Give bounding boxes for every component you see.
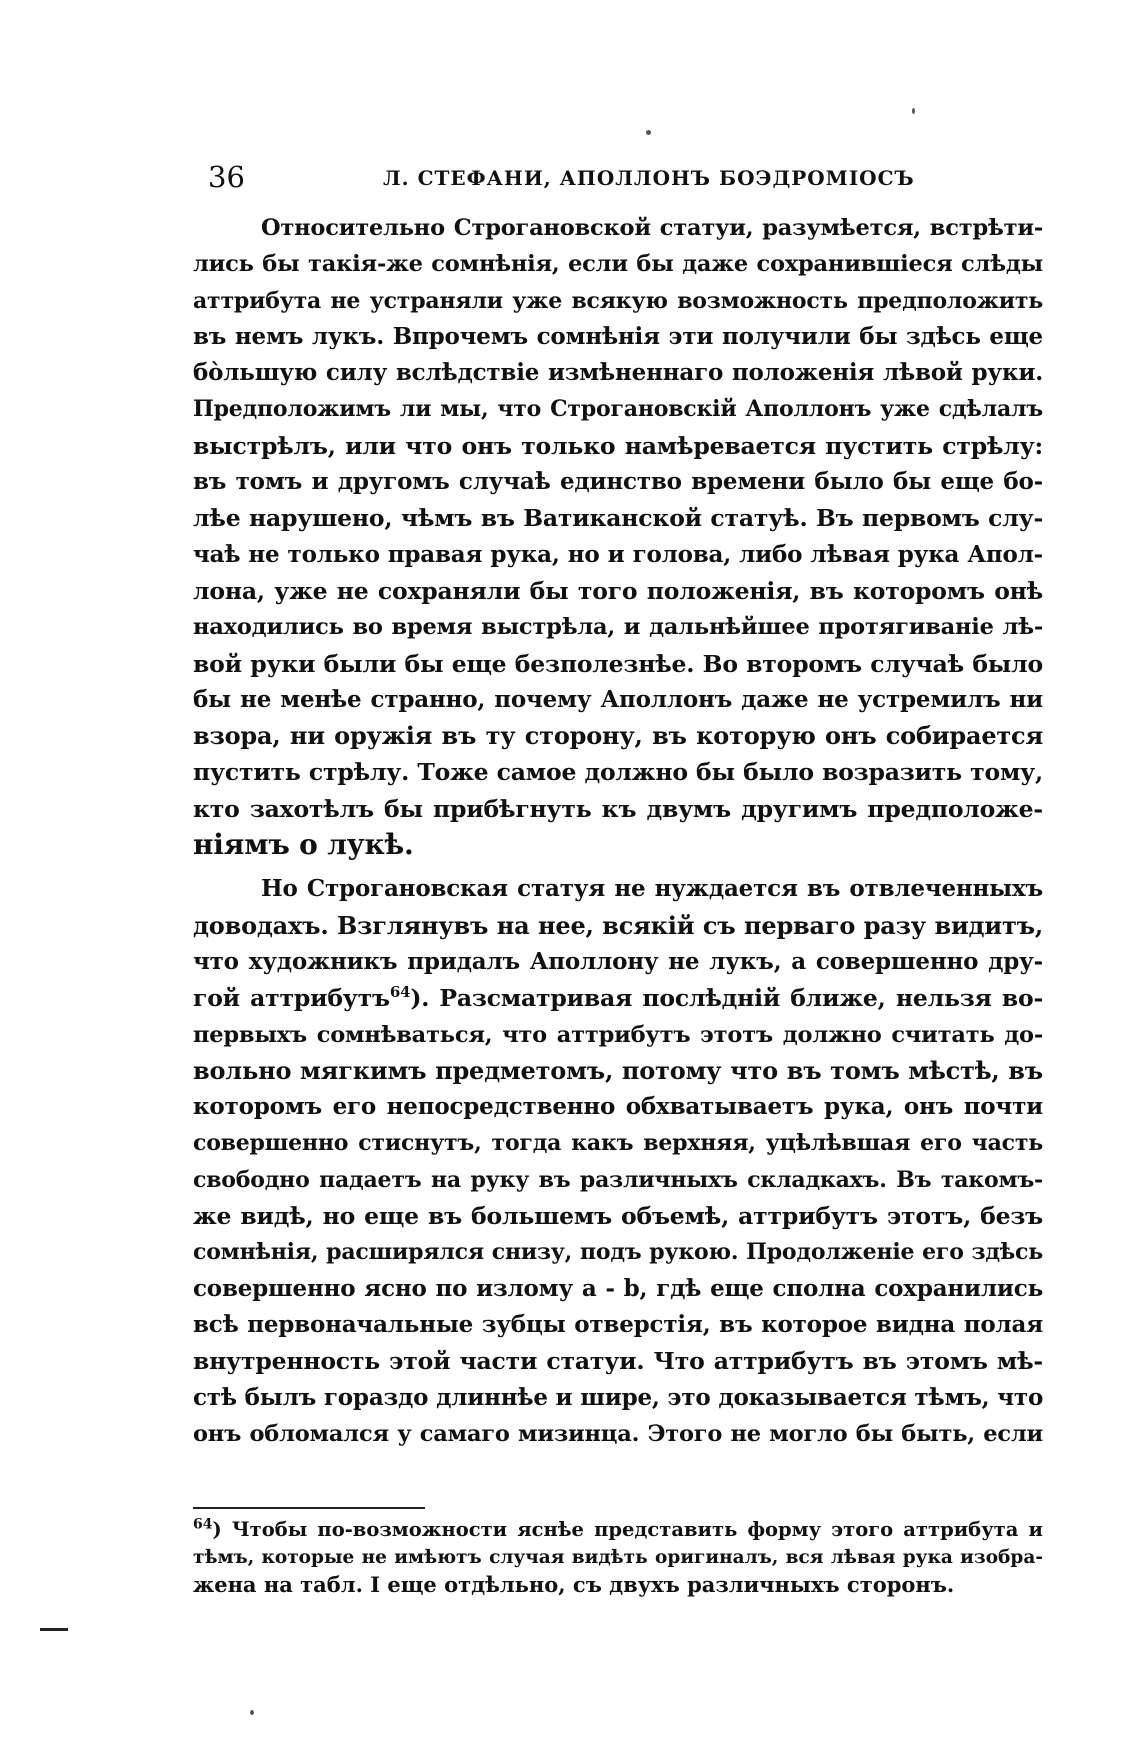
footnote-separator [193,1507,425,1509]
text-line: кто захотѣлъ бы прибѣгнуть къ двумъ другимъ предположе- [193,794,1043,823]
text-line: внутренность этой части статуи. Что аттрибутъ въ этомъ мѣ- [193,1347,1043,1376]
text-line: находились во время выстрѣла, и дальнѣйшее протягиваніе лѣ- [193,614,1043,641]
paragraph-2 [193,871,1043,1452]
text-line: въ томъ и другомъ случаѣ единство времени было бы еще бо- [193,468,1043,496]
text-line: совершенно ясно по излому a - b, гдѣ еще сполна сохранились [193,1274,1043,1302]
text-line: доводахъ. Взглянувъ на нее, всякій съ перваго разу видитъ, [193,910,1043,940]
text-line: аттрибута не устраняли уже всякую возможность предположить [193,287,1043,314]
text-line: всѣ первоначальные зубцы отверстія, въ которое видна полая [193,1310,1043,1338]
text-line: бы не менѣе странно, почему Аполлонъ даже не устремилъ ни [193,685,1043,713]
paragraph-1 [193,210,1043,863]
text-line: свободно падаетъ на руку въ различныхъ складкахъ. Въ такомъ- [193,1166,1043,1193]
text-line: Но Строгановская статуя не нуждается въ отвлеченныхъ [261,875,1043,903]
text-line: ніямъ о лукѣ. [193,828,414,862]
text-line-with-footnote-ref [193,980,1043,1016]
text-line: лись бы такія-же сомнѣнія, если бы даже сохранившіеся слѣды [193,251,1043,278]
print-speck [646,130,651,135]
text-line: совершенно стиснутъ, тогда какъ верхняя, уцѣлѣвшая его часть [193,1130,1043,1157]
text-line: онъ обломался у самаго мизинца. Этого не могло бы быть, если [193,1420,1043,1447]
text-line: выстрѣлъ, или что онъ только намѣревается пустить стрѣлу: [193,431,1043,460]
print-speck [250,1710,254,1715]
text-line: которомъ его непосредственно обхватываетъ рука, онъ почти [193,1093,1043,1121]
text-line: бо̀льшую силу вслѣдствіе измѣненнаго положенія лѣвой руки. [193,359,1043,387]
text-line: лона, уже не сохраняли бы того положенія, въ которомъ онѣ [193,576,1043,605]
text-line: сомнѣнія, расширялся снизу, подъ рукою. Продолженіе его здѣсь [193,1239,1043,1266]
running-head: Л. СТЕФАНИ, АПОЛЛОНЪ БОЭДРОМІОСЪ [383,166,915,190]
text-fragment: ) Чтобы по-возможности яснѣе представить форму этого аттрибута и [212,1518,1043,1541]
body-text [193,210,1043,1452]
footnote-line: жена на табл. I еще отдѣльно, съ двухъ различныхъ сторонъ. [193,1572,955,1597]
text-line: лѣе нарушено, чѣмъ въ Ватиканской статуѣ. Въ первомъ слу- [193,504,1043,533]
text-fragment: гой аттрибутъ [193,984,390,1013]
footnote-reference[interactable]: 64 [389,983,411,1002]
page-header [208,160,1042,200]
text-line: въ немъ лукъ. Впрочемъ сомнѣнія эти получили бы здѣсь еще [193,322,1043,350]
text-fragment: ). Разсматривая послѣдній ближе, нельзя во- [410,984,1044,1013]
footnote [193,1516,1043,1599]
footnote-line [193,1516,1043,1544]
text-line: пустить стрѣлу. Тоже самое должно бы было возразить тому, [193,758,1043,787]
text-line: же видѣ, но еще въ большемъ объемѣ, аттрибутъ этотъ, безъ [193,1202,1043,1231]
text-line: взора, ни оружія въ ту сторону, въ которую онъ собирается [193,721,1043,751]
margin-mark [40,1628,68,1631]
page-number: 36 [208,160,245,194]
text-line: вольно мягкимъ предметомъ, потому что въ томъ мѣстѣ, въ [193,1055,1043,1085]
text-line: стѣ былъ гораздо длиннѣе и шире, это доказывается тѣмъ, что [193,1383,1044,1411]
print-speck [912,108,915,114]
text-line: чаѣ не только правая рука, но и голова, либо лѣвая рука Апол- [193,540,1043,568]
text-line: вой руки были бы еще безполезнѣе. Во второмъ случаѣ было [193,649,1043,678]
text-line: что художникъ придалъ Аполлону не лукъ, а совершенно дру- [193,947,1043,975]
footnote-mark: 64 [193,1516,213,1533]
footnote-line: тѣмъ, которые не имѣютъ случая видѣть оригиналъ, вся лѣвая рука изобра- [193,1546,1043,1568]
text-line: первыхъ сомнѣваться, что аттрибутъ этотъ должно считать до- [193,1021,1043,1048]
text-line: Относительно Строгановской статуи, разумѣется, встрѣти- [261,215,1043,241]
text-line: Предположимъ ли мы, что Строгановскій Аполлонъ уже сдѣлалъ [193,396,1043,423]
